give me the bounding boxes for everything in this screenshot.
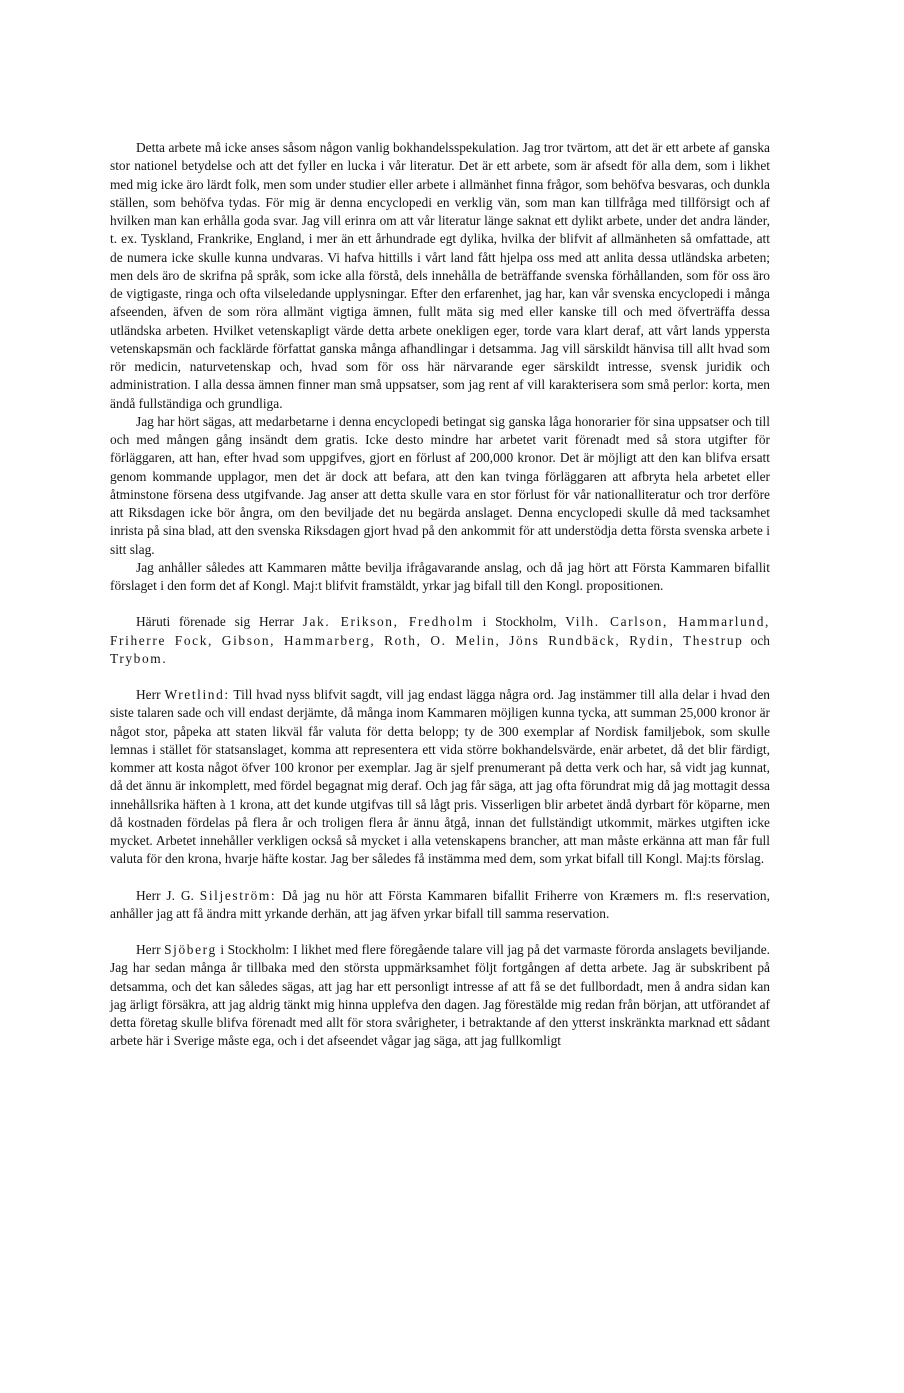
concurred-names-1: Jak. Erikson, Fredholm bbox=[302, 614, 474, 630]
speaker-prefix: Herr bbox=[136, 687, 161, 702]
document-page bbox=[110, 139, 770, 1051]
speech-text: Då jag nu hör att Första Kammaren bifallit Friherre von Kræmers m. fl:s reservation, anhåller jag att få ändra mitt yrkande derhän, att jag äfven yrkar bifall till samma reservation. bbox=[110, 887, 770, 921]
speaker-name: Siljeström: bbox=[199, 887, 277, 903]
concurred-mid-1: i Stockholm, bbox=[482, 614, 557, 630]
concurred-names-2: Vilh. Carlson, Hammarlund, Friherre Fock, Gibson, Hammarberg, Roth, O. Melin, Jöns Rundbäck, Rydin, Thestrup bbox=[110, 614, 770, 648]
speech-text: I likhet med flere föregående talare vill jag på det varmaste förorda anslagets beviljande. Jag har sedan många år tillbaka med den största uppmärksamhet följt fortgången af detta arbete. Jag är subskribent på detsamma, och det kan således sägas, att jag har ett personligt intresse af att få se det fullbordadt, men å andra sidan kan jag ärligt försäkra, att jag aldrig tänkt mig hinna upplefva den dagen. Jag förestälde mig redan från början, att utförandet af detta företag skulle blifva förenadt med allt för stora svårigheter, i betraktande af den ytterst inskränkta marknad ett sådant arbete här i Sverige måste ega, och i det afseendet vågar jag säga, att jag fullkomligt bbox=[110, 942, 770, 1049]
speaker-prefix: Herr bbox=[136, 942, 161, 957]
speech-siljestrom bbox=[110, 887, 770, 924]
speaker-name: Sjöberg bbox=[164, 942, 217, 957]
concurred-mid-2: och bbox=[750, 632, 770, 648]
paragraph-encyclopedia-value: Detta arbete må icke anses såsom någon vanlig bokhandelsspekulation. Jag tror tvärtom, att det är ett arbete af ganska stor nationel betydelse och att det fyller en lucka i vår literatur. Det är ett arbete, som är afsedt för alla dem, som i likhet med mig icke äro lärdt folk, men som under studier eller arbete i allmänhet finna frågor, som behöfva besvaras, och dunkla ställen, som behöfva tydas. För mig är denna encyclopedi en verklig vän, som man kan tillfråga med tillförsigt och af hvilken man kan erhålla goda svar. Jag vill erinra om att vår literatur länge saknat ett dylikt arbete, under det andra länder, t. ex. Tyskland, Frankrike, England, i mer än ett århundrade egt dylika, hvilka der blifvit af allmänheten så omfattade, att de numera icke skulle kunna undvaras. Vi hafva hittills i vårt land fått hjelpa oss med att anlita dessa utländska arbeten; men dels äro de skrifna på språk, som icke alla förstå, dels innehålla de beträffande svenska förhållanden, som för oss äro de vigtigaste, ringa och ofta vilseledande upplysningar. Efter den erfarenhet, jag har, kan vår svenska encyclopedi i många afseenden, äfven de som röra allmänt vigtiga ämnen, fullt mäta sig med eller kanske till och med öfverträffa dessa utländska arbeten. Hvilket vetenskapligt värde detta arbete onekligen eger, torde vara klart deraf, att vårt lands yppersta vetenskapsmän och facklärde författat ganska många afhandlingar i detsamma. Jag vill särskildt hänvisa till allt hvad som rör medicin, naturvetenskap och, hvad som för oss här närvarande eger särskildt intresse, svensk juridik och administration. I alla dessa ämnen finner man små uppsatser, som jag rent af vill karakterisera som små perlor: korta, men ändå fullständiga och grundliga. bbox=[110, 140, 770, 411]
paragraph-request-grant: Jag anhåller således att Kammaren måtte bevilja ifrågavarande anslag, och då jag hört att Första Kammaren bifallit förslaget i den form det af Kongl. Maj:t blifvit framstäldt, yrkar jag bifall till den Kongl. propositionen. bbox=[110, 559, 770, 593]
paragraph-concurring-members bbox=[110, 613, 770, 668]
speech-text: Till hvad nyss blifvit sagdt, vill jag endast lägga några ord. Jag instämmer till alla delar i hvad den siste talaren sade och vill endast derjämte, då många inom Kammaren möjligen kunna tycka, att summan 25,000 kronor är något stor, påpeka att staten likväl får valuta för detta belopp; ty de 300 exemplar af Nordisk familjebok, som skulle lemnas i stället för statsanslaget, komma att representera ett vida större bokhandelsvärde, enär arbetet, då det blir färdigt, kommer att kosta något öfver 100 kronor per exemplar. Jag är sjelf prenumerant på detta verk och har, så vidt jag kunnat, då det ännu är inkomplett, med fördel begagnat mig deraf. Och jag får säga, att jag ofta förundrat mig då jag mottagit dessa innehållsrika häften à 1 krona, att det kunde utgifvas till så lågt pris. Visserligen blir arbetet ändå dyrbart för köparne, men då kostnaden fördelas på flera år och troligen flera år ännu åtgå, innan det fullständigt utkommit, märkes utgiften icke mycket. Arbetet innehåller verkligen också så mycket i alla vetenskapens brancher, att man måste erkänna att man får full valuta för den krona, hvarje häfte kostar. Jag ber således få instämma med dem, som yrkat bifall till Kongl. Maj:ts förslag. bbox=[110, 687, 771, 867]
paragraph-publisher-loss: Jag har hört sägas, att medarbetarne i denna encyclopedi betingat sig ganska låga honorarier för sina uppsatser och till och med mången gång insändt dem gratis. Icke desto mindre har arbetet varit förenadt med så stora utgifter för förläggaren, att han, efter hvad som uppgifves, gjort en förlust af 200,000 kronor. Det är möjligt att den kan blifva ersatt genom kommande upplagor, men det är dock att befara, att den kan tvinga förläggaren att afbryta hela arbetet eller åtminstone försena dess utgifvande. Jag anser att detta skulle vara en stor förlust för vår nationalliteratur och tror derföre att Riksdagen icke bör ångra, om den beviljade det nu begärda anslaget. Denna encyclopedi skulle då med tacksamhet inrista på sina blad, att den svenska Riksdagen gjort hvad på den ankommit för att understödja detta första svenska arbete i sitt slag. bbox=[110, 413, 770, 557]
speech-sjoberg bbox=[110, 941, 770, 1051]
speaker-prefix: Herr J. G. bbox=[136, 887, 194, 903]
speech-wretlind bbox=[110, 686, 770, 869]
speaker-name: Wretlind: bbox=[164, 687, 230, 702]
concurred-prefix: Häruti förenade sig Herrar bbox=[136, 614, 294, 630]
speaker-suffix: i Stockholm: bbox=[220, 942, 290, 957]
concurred-names-3: Trybom. bbox=[110, 650, 168, 666]
